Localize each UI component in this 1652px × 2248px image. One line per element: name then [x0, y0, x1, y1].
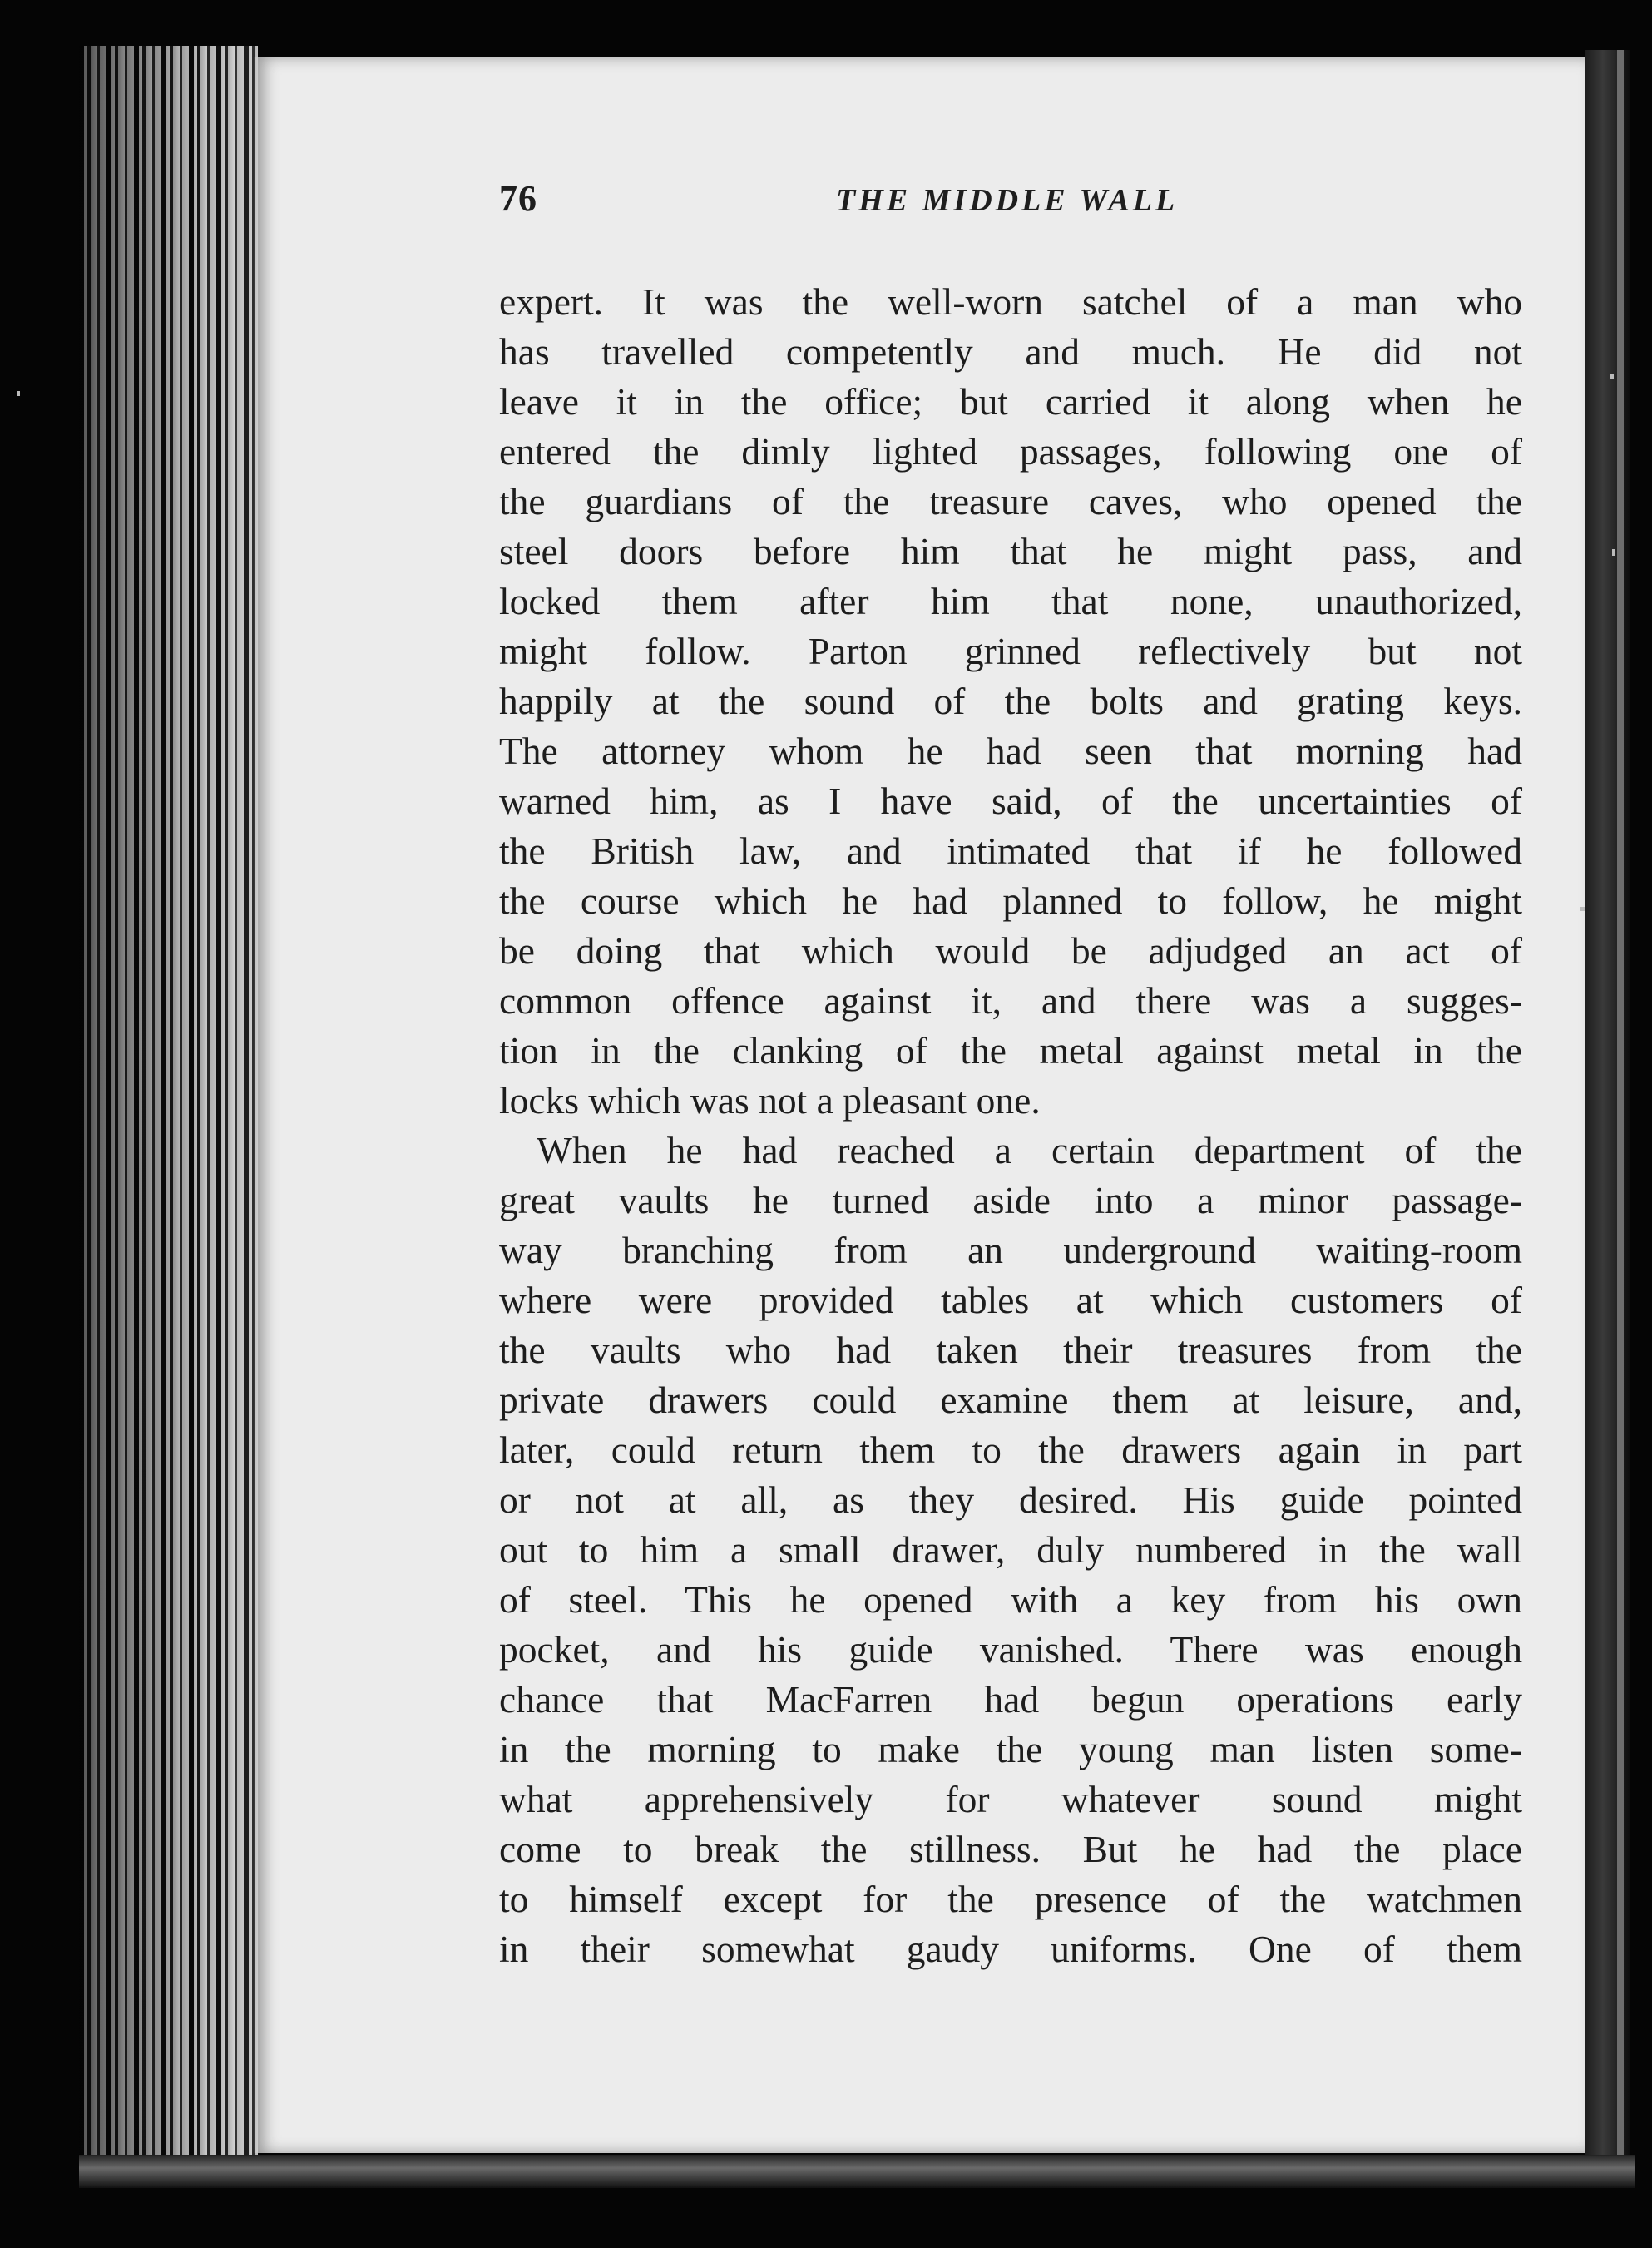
text-line: out to him a small drawer, duly numbered in the wall	[499, 1528, 1522, 1571]
text-line: expert. It was the well-worn satchel of a man who	[499, 280, 1522, 323]
paragraph-1	[499, 277, 1522, 1126]
scan-speck	[1610, 374, 1614, 379]
text-line: great vaults he turned aside into a minor passage-	[499, 1179, 1522, 1221]
text-line: pocket, and his guide vanished. There was enough	[499, 1628, 1522, 1671]
text-line: steel doors before him that he might pass, and	[499, 530, 1522, 572]
text-line: come to break the stillness. But he had the place	[499, 1828, 1522, 1870]
page-stack-bottom-edge	[79, 2155, 1635, 2188]
text-line: later, could return them to the drawers again in part	[499, 1429, 1522, 1471]
paragraph-2	[499, 1126, 1522, 1974]
text-line: chance that MacFarren had begun operations early	[499, 1678, 1522, 1721]
text-line: The attorney whom he had seen that morning had	[499, 730, 1522, 772]
text-line: leave it in the office; but carried it along when he	[499, 380, 1522, 423]
text-line: of steel. This he opened with a key from his own	[499, 1578, 1522, 1621]
text-line: warned him, as I have said, of the uncertainties of	[499, 780, 1522, 822]
text-line: locked them after him that none, unauthorized,	[499, 580, 1522, 622]
running-head	[499, 177, 1231, 227]
text-line: happily at the sound of the bolts and grating keys.	[499, 680, 1522, 722]
text-line: to himself except for the presence of the watchmen	[499, 1878, 1522, 1920]
text-line: what apprehensively for whatever sound might	[499, 1778, 1522, 1820]
text-line: in their somewhat gaudy uniforms. One of them	[499, 1928, 1522, 1970]
text-line: When he had reached a certain department of the	[537, 1129, 1522, 1171]
text-line: has travelled competently and much. He did not	[499, 330, 1522, 373]
scan-speck	[17, 391, 20, 396]
text-line: tion in the clanking of the metal against metal in the	[499, 1029, 1522, 1072]
text-line: the British law, and intimated that if he followed	[499, 829, 1522, 872]
text-line: the vaults who had taken their treasures from the	[499, 1329, 1522, 1371]
scan-speck	[1580, 907, 1585, 911]
text-line: the course which he had planned to follow, he might	[499, 879, 1522, 922]
text-line: where were provided tables at which customers of	[499, 1279, 1522, 1321]
text-line: entered the dimly lighted passages, following one of	[499, 430, 1522, 473]
page-stack-right-edge	[1585, 50, 1630, 2163]
text-line: way branching from an underground waiting-room	[499, 1229, 1522, 1271]
text-line: or not at all, as they desired. His guide pointed	[499, 1478, 1522, 1521]
text-line: private drawers could examine them at leisure, and,	[499, 1379, 1522, 1421]
text-line: the guardians of the treasure caves, who opened the	[499, 480, 1522, 522]
text-line: common offence against it, and there was a sugges-	[499, 979, 1522, 1022]
running-title: THE MIDDLE WALL	[836, 183, 1179, 218]
text-line: locks which was not a pleasant one.	[499, 1079, 1041, 1122]
page-number: 76	[499, 178, 537, 219]
text-line: in the morning to make the young man listen some-	[499, 1728, 1522, 1770]
scan-speck	[1612, 549, 1615, 556]
text-line: might follow. Parton grinned reflectively but not	[499, 630, 1522, 672]
gutter-shadow	[79, 46, 258, 2171]
text-line: be doing that which would be adjudged an act of	[499, 929, 1522, 972]
body-text	[499, 277, 1522, 1974]
